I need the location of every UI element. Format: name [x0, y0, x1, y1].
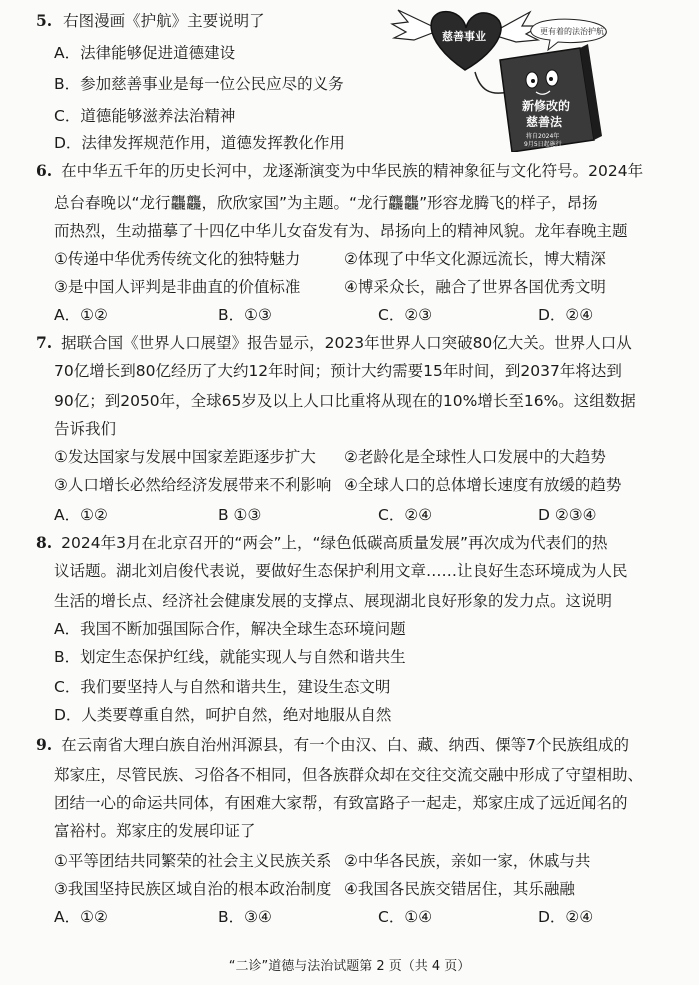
q8-option-d: D．人类要尊重自然，呵护自然，绝对地服从自然: [54, 706, 392, 724]
question-number: 8.: [36, 533, 53, 552]
option-c: C．道德能够滋养法治精神: [54, 107, 236, 125]
book-title-1: 新修改的: [522, 99, 571, 113]
q7-choice-a: A．①②: [54, 506, 108, 524]
q9-item-2: ②中华各民族，亲如一家，休戚与共: [344, 852, 591, 870]
q9-choice-a: A．①②: [54, 908, 108, 926]
q9-item-1: ①平等团结共同繁荣的社会主义民族关系: [54, 852, 332, 870]
q7-item-4: ④全球人口的总体增长速度有放缓的趋势: [344, 476, 622, 494]
q8-option-b: B．划定生态保护红线，就能实现人与自然和谐共生: [54, 648, 406, 666]
q6-choice-d: D．②④: [538, 306, 594, 324]
option-d: D．法律发挥规范作用，道德发挥教化作用: [54, 134, 345, 152]
q6-choice-a: A．①②: [54, 306, 108, 324]
q6-line-2: 总台春晚以“龙行龘龘，欣欣家国”为主题。“龙行龘龘”形容龙腾飞的样子，昂扬: [54, 194, 598, 212]
q6-choice-b: B．①③: [218, 306, 272, 324]
q6-item-3: ③是中国人评判是非曲直的价值标准: [54, 278, 301, 296]
q7-choice-d: D ②③④: [538, 506, 597, 524]
q6-choice-c: C．②③: [378, 306, 433, 324]
q8-line-1: [36, 532, 608, 554]
q7-choice-b: B ①③: [218, 506, 262, 524]
book-title-2: 慈善法: [526, 115, 563, 129]
q8-option-a: A．我国不断加强国际合作，解决全球生态环境问题: [54, 620, 406, 638]
q8-option-c: C．我们要坚持人与自然和谐共生，建设生态文明: [54, 678, 391, 696]
question-number: 9.: [36, 735, 53, 754]
cartoon-huhang: [380, 0, 612, 152]
question-stem: 右图漫画《护航》主要说明了: [63, 12, 265, 30]
q9-line-4: 富裕村。郑家庄的发展印证了: [54, 822, 256, 840]
q7-item-2: ②老龄化是全球性人口发展中的大趋势: [344, 448, 606, 466]
q7-choice-c: C．②④: [378, 506, 433, 524]
q5-stem-line: [36, 10, 265, 32]
q6-line-3: 而热烈，生动描摹了十四亿中华儿女奋发有为、昂扬向上的精神风貌。龙年春晚主题: [54, 222, 628, 240]
q8-line-2: 议话题。湖北刘启俊代表说，要做好生态保护利用文章……让良好生态环境成为人民: [54, 562, 628, 580]
question-text: 在中华五千年的历史长河中，龙逐渐演变为中华民族的精神象征与文化符号。2024年: [61, 162, 644, 180]
heart-label: 慈善事业: [442, 30, 486, 43]
page-footer: “二诊”道德与法治试题第 2 页（共 4 页）: [228, 959, 471, 974]
q7-item-3: ③人口增长必然给经济发展带来不利影响: [54, 476, 332, 494]
book-note-2: 9月5日起施行: [524, 141, 562, 148]
bubble-text: 更有着的法治护航: [540, 27, 604, 36]
question-text: 据联合国《世界人口展望》报告显示，2023年世界人口突破80亿大关。世界人口从: [61, 334, 632, 352]
question-number: 6.: [36, 161, 53, 180]
q6-item-2: ②体现了中华文化源远流长，博大精深: [344, 250, 606, 268]
option-a: A．法律能够促进道德建设: [54, 44, 236, 62]
q7-line-1: [36, 332, 632, 354]
q9-choice-b: B．③④: [218, 908, 272, 926]
question-number: 5.: [36, 11, 53, 30]
q9-line-3: 团结一心的命运共同体，有困难大家帮，有致富路子一起走，郑家庄成了远近闻名的: [54, 794, 628, 812]
q6-line-1: [36, 160, 643, 182]
q7-line-3: 90亿；到2050年，全球65岁及以上人口比重将从现在的10%增长至16%。这组数据: [54, 392, 636, 410]
q8-line-3: 生活的增长点、经济社会健康发展的支撑点、展现湖北良好形象的发力点。这说明: [54, 592, 613, 610]
question-number: 7.: [36, 333, 53, 352]
q7-item-1: ①发达国家与发展中国家差距逐步扩大: [54, 448, 316, 466]
q6-item-1: ①传递中华优秀传统文化的独特魅力: [54, 250, 301, 268]
q9-item-3: ③我国坚持民族区域自治的根本政治制度: [54, 880, 332, 898]
q9-item-4: ④我国各民族交错居住，其乐融融: [344, 880, 575, 898]
book-note-1: 将自2024年: [526, 133, 560, 140]
q9-choice-c: C．①④: [378, 908, 433, 926]
q7-line-4: 告诉我们: [54, 420, 117, 438]
question-text: 2024年3月在北京召开的“两会”上，“绿色低碳高质量发展”再次成为代表们的热: [61, 534, 608, 552]
q9-line-2: 郑家庄，尽管民族、习俗各不相同，但各族群众却在交往交流交融中形成了守望相助、: [54, 766, 644, 784]
q9-line-1: [36, 734, 629, 756]
option-b: B．参加慈善事业是每一位公民应尽的义务: [54, 75, 344, 93]
q9-choice-d: D．②④: [538, 908, 594, 926]
q6-item-4: ④博采众长，融合了世界各国优秀文明: [344, 278, 606, 296]
q7-line-2: 70亿增长到80亿经历了大约12年时间；预计大约需要15年时间，到2037年将达到: [54, 362, 622, 380]
question-text: 在云南省大理白族自治州洱源县，有一个由汉、白、藏、纳西、傈等7个民族组成的: [61, 736, 629, 754]
